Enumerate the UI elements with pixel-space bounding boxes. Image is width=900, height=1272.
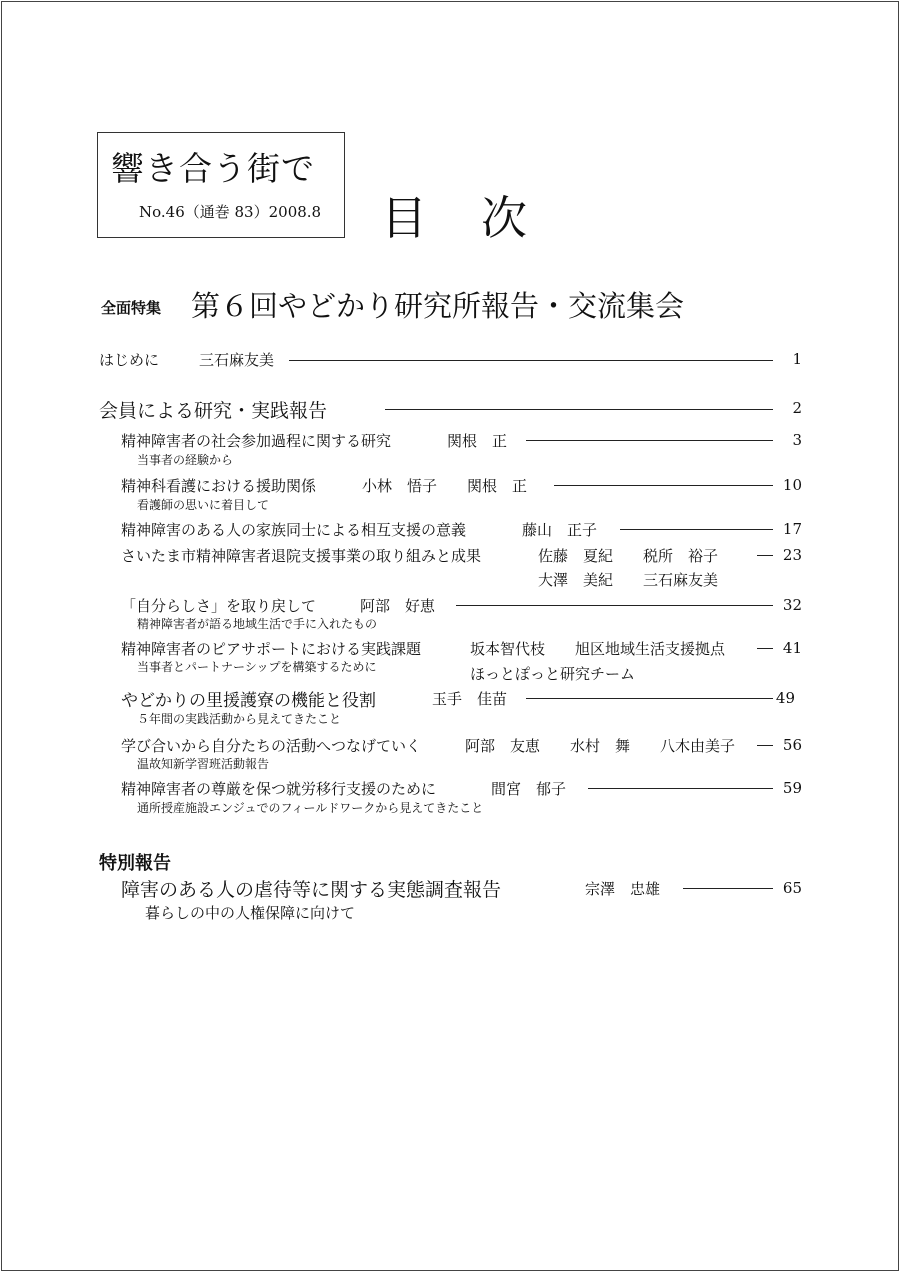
special-author: 宗澤 忠雄: [585, 880, 661, 898]
article-subtitle: 当事者の経験から: [137, 453, 234, 467]
article-subtitle: 温故知新学習班活動報告: [137, 757, 270, 771]
article-authors: 藤山 正子: [522, 521, 598, 539]
page-number: 56: [782, 736, 802, 754]
page-number: 49: [775, 689, 795, 707]
page-number: 59: [782, 779, 802, 797]
article-title: 精神科看護における援助関係: [121, 477, 317, 495]
article-subtitle: 通所授産施設エンジュでのフィールドワークから見えてきたこと: [137, 801, 484, 815]
leader-line: [526, 698, 773, 699]
article-title: さいたま市精神障害者退院支援事業の取り組みと成果: [121, 547, 482, 565]
page-number: 32: [782, 596, 802, 614]
article-authors: 坂本智代枝 旭区地域生活支援拠点: [470, 640, 726, 658]
section-title: 会員による研究・実践報告: [99, 400, 328, 422]
article-subtitle: 看護師の思いに着目して: [137, 498, 270, 512]
article-authors: 小林 悟子 関根 正: [362, 477, 528, 495]
article-title: 精神障害者のピアサポートにおける実践課題: [121, 640, 422, 658]
article-authors-line2: ほっとぽっと研究チーム: [470, 665, 636, 683]
article-title: 「自分らしさ」を取り戻して: [121, 597, 317, 615]
leader-line: [289, 360, 773, 361]
issue-number: No.46（通巻 83）2008.8: [139, 203, 322, 221]
article-subtitle: 精神障害者が語る地域生活で手に入れたもの: [137, 617, 378, 631]
leader-line: [620, 529, 773, 530]
article-subtitle: ５年間の実践活動から見えてきたこと: [137, 712, 342, 726]
article-title: やどかりの里援護寮の機能と役割: [121, 691, 376, 711]
page-number: 23: [782, 546, 802, 564]
intro-author: 三石麻友美: [199, 351, 275, 369]
article-authors: 阿部 好恵: [360, 597, 436, 615]
magazine-title: 響き合う街で: [111, 149, 315, 188]
article-authors: 関根 正: [447, 432, 508, 450]
article-title: 学び合いから自分たちの活動へつなげていく: [121, 737, 422, 755]
article-title: 精神障害者の社会参加過程に関する研究: [121, 432, 392, 450]
article-authors: 玉手 佳苗: [432, 690, 508, 708]
article-authors: 佐藤 夏紀 税所 裕子: [538, 547, 719, 565]
article-title: 精神障害のある人の家族同士による相互支援の意義: [121, 521, 467, 539]
article-subtitle: 当事者とパートナーシップを構築するために: [137, 660, 377, 674]
leader-line: [456, 605, 773, 606]
special-subtitle: 暮らしの中の人権保障に向けて: [145, 904, 356, 922]
page-number: 65: [782, 879, 802, 897]
toc-heading: 目 次: [381, 191, 531, 245]
article-authors: 間宮 郁子: [491, 780, 567, 798]
article-authors: 阿部 友恵 水村 舞 八木由美子: [465, 737, 736, 755]
leader-line: [588, 788, 773, 789]
article-title: 精神障害者の尊厳を保つ就労移行支援のために: [121, 780, 437, 798]
leader-line: [554, 485, 773, 486]
special-label: 特別報告: [99, 853, 171, 874]
intro-title: はじめに: [99, 351, 160, 369]
page-number: 1: [792, 350, 802, 368]
leader-line: [526, 440, 773, 441]
article-authors-line2: 大澤 美紀 三石麻友美: [538, 571, 719, 589]
page-number: 10: [782, 476, 802, 494]
special-title: 障害のある人の虐待等に関する実態調査報告: [121, 879, 502, 901]
feature-title: 第６回やどかり研究所報告・交流集会: [191, 289, 685, 323]
page-number: 3: [792, 431, 802, 449]
page-number: 2: [792, 399, 802, 417]
feature-label: 全面特集: [101, 299, 162, 317]
page-number: 17: [782, 520, 802, 538]
leader-line: [385, 409, 773, 410]
page-number: 41: [782, 639, 802, 657]
leader-line: [683, 888, 773, 889]
